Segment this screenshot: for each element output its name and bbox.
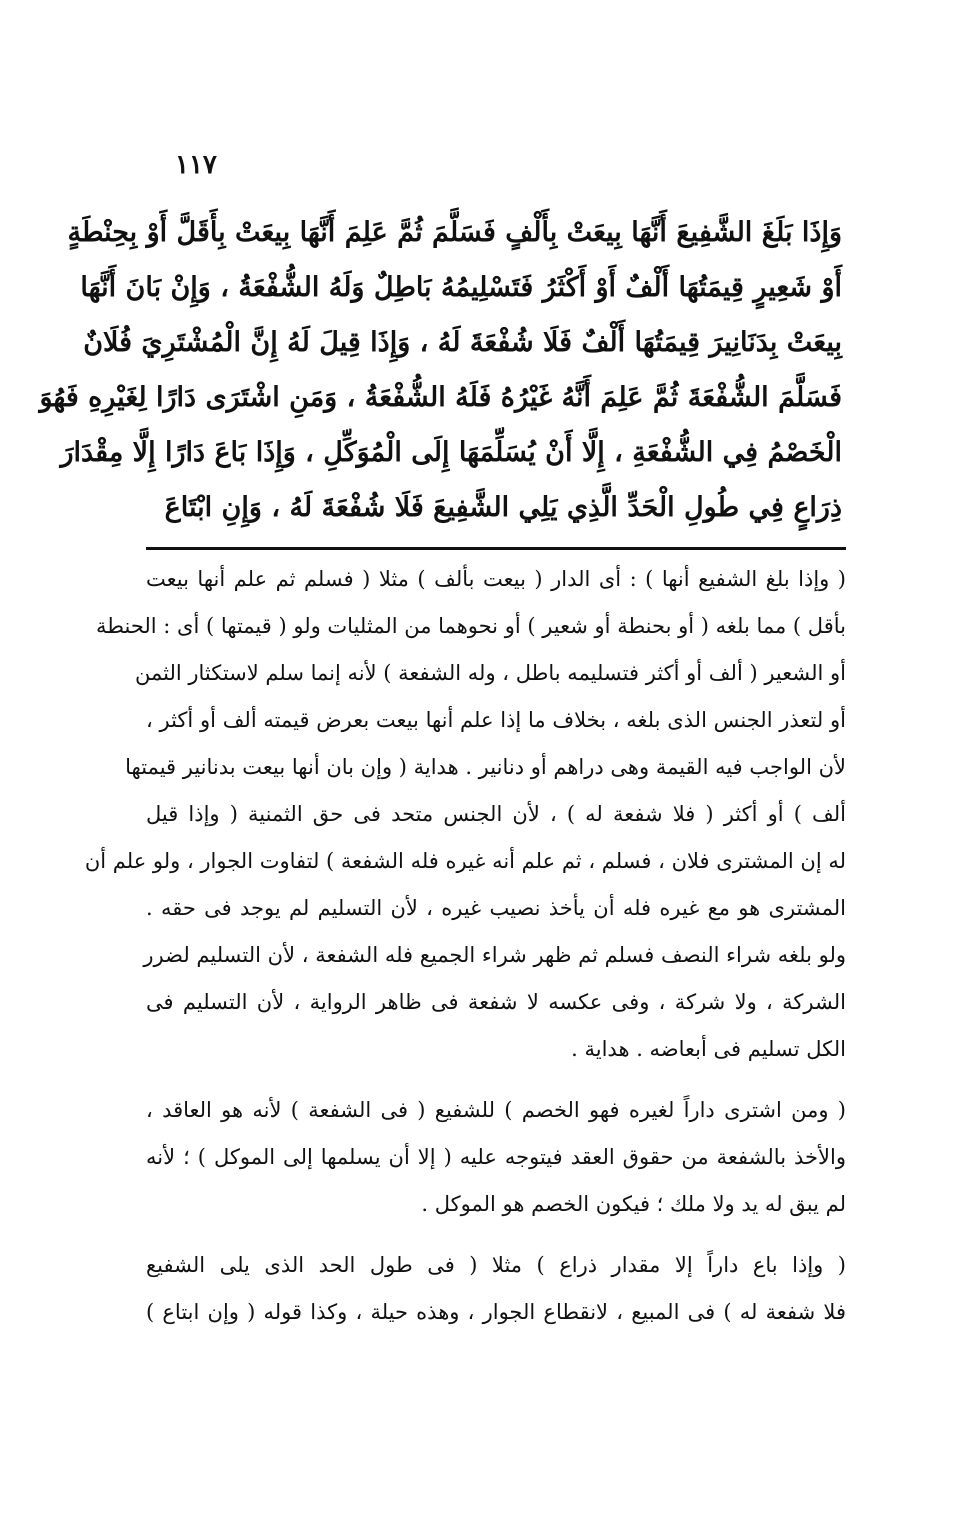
main-text-line: بِيعَتْ بِدَنَانِيرَ قِيمَتُهَا أَلْفٌ فَلَا شُفْعَةَ لَهُ ، وَإِذَا قِيلَ لَهُ إِنَّ الْمُشْتَرِيَ فُلَانٌ [83, 327, 842, 358]
page-number: ١١٧ [175, 150, 217, 180]
commentary-line: أو لتعذر الجنس الذى بلغه ، بخلاف ما إذا علم أنها بيعت بعرض قيمته ألف أو أكثر ، [146, 708, 846, 732]
commentary-paragraph [146, 1087, 846, 1228]
commentary-block [84, 556, 846, 1336]
commentary-line: ولو بلغه شراء النصف فسلم ثم ظهر شراء الجميع فله الشفعة ، لأن التسليم لضرر [143, 943, 846, 967]
commentary-line: لم يبق له يد ولا ملك ؛ فيكون الخصم هو الموكل . [421, 1192, 846, 1216]
commentary-paragraph [84, 556, 846, 1073]
commentary-line: الشركة ، ولا شركة ، وفى عكسه لا شفعة فى ظاهر الرواية ، لأن التسليم فى [146, 990, 846, 1014]
paragraph-gap [146, 1228, 846, 1242]
commentary-line: والأخذ بالشفعة من حقوق العقد فيتوجه عليه ( إلا أن يسلمها إلى الموكل ) ؛ لأنه [146, 1145, 846, 1169]
main-text-line: أَوْ شَعِيرٍ قِيمَتُهَا أَلْفٌ أَوْ أَكْثَرُ فَتَسْلِيمُهُ بَاطِلٌ وَلَهُ الشُّفْعَةُ ، وَإِنْ بَانَ أَنَّهَا [80, 272, 842, 303]
section-divider [146, 547, 846, 550]
commentary-line: له إن المشترى فلان ، فسلم ، ثم علم أنه غيره فله الشفعة ) لتفاوت الجوار ، ولو علم أن [84, 849, 846, 873]
main-text-line: فَسَلَّمَ الشُّفْعَةَ ثُمَّ عَلِمَ أَنَّهُ غَيْرُهُ فَلَهُ الشُّفْعَةُ ، وَمَنِ اشْتَرَى دَارًا لِغَيْرِهِ فَهُوَ [39, 382, 842, 413]
commentary-line: ( ومن اشترى داراً لغيره فهو الخصم ) للشفيع ( فى الشفعة ) لأنه هو العاقد ، [146, 1098, 846, 1122]
commentary-line: ( وإذا بلغ الشفيع أنها ) : أى الدار ( بيعت بألف ) مثلا ( فسلم ثم علم أنها بيعت [146, 567, 846, 591]
commentary-line: المشترى هو مع غيره فله أن يأخذ نصيب غيره ، لأن التسليم لم يوجد فى حقه . [146, 896, 846, 920]
commentary-line: أو الشعير ( ألف أو أكثر فتسليمه باطل ، وله الشفعة ) لأنه إنما سلم لاستكثار الثمن [134, 661, 846, 685]
commentary-line: فلا شفعة له ) فى المبيع ، لانقطاع الجوار ، وهذه حيلة ، وكذا قوله ( وإن ابتاع ) [146, 1300, 846, 1324]
commentary-line: بأقل ) مما بلغه ( أو بحنطة أو شعير ) أو نحوهما من المثليات ولو ( قيمتها ) أى : الحنطة [96, 614, 846, 638]
main-text-line: الْخَصْمُ فِي الشُّفْعَةِ ، إِلَّا أَنْ يُسَلِّمَهَا إِلَى الْمُوَكِّلِ ، وَإِذَا بَاعَ دَارًا إِلَّا مِقْدَارَ [60, 437, 842, 468]
commentary-line: الكل تسليم فى أبعاضه . هداية . [571, 1037, 846, 1061]
main-text-block [39, 205, 842, 535]
commentary-line: ( وإذا باع داراً إلا مقدار ذراع ) مثلا ( فى طول الحد الذى يلى الشفيع [146, 1253, 846, 1277]
main-text-line: وَإِذَا بَلَغَ الشَّفِيعَ أَنَّهَا بِيعَتْ بِأَلْفٍ فَسَلَّمَ ثُمَّ عَلِمَ أَنَّهَا بِيعَتْ بِأَقَلَّ أَوْ بِحِنْطَةٍ [67, 217, 842, 248]
commentary-line: لأن الواجب فيه القيمة وهى دراهم أو دنانير . هداية ( وإن بان أنها بيعت بدنانير قيمتها [125, 755, 846, 779]
commentary-paragraph [146, 1242, 846, 1336]
paragraph-gap [146, 1073, 846, 1087]
main-text-line: ذِرَاعٍ فِي طُولِ الْحَدِّ الَّذِي يَلِي الشَّفِيعَ فَلَا شُفْعَةَ لَهُ ، وَإِنِ ابْتَاعَ [164, 492, 842, 523]
commentary-line: ألف ) أو أكثر ( فلا شفعة له ) ، لأن الجنس متحد فى حق الثمنية ( وإذا قيل [146, 802, 846, 826]
